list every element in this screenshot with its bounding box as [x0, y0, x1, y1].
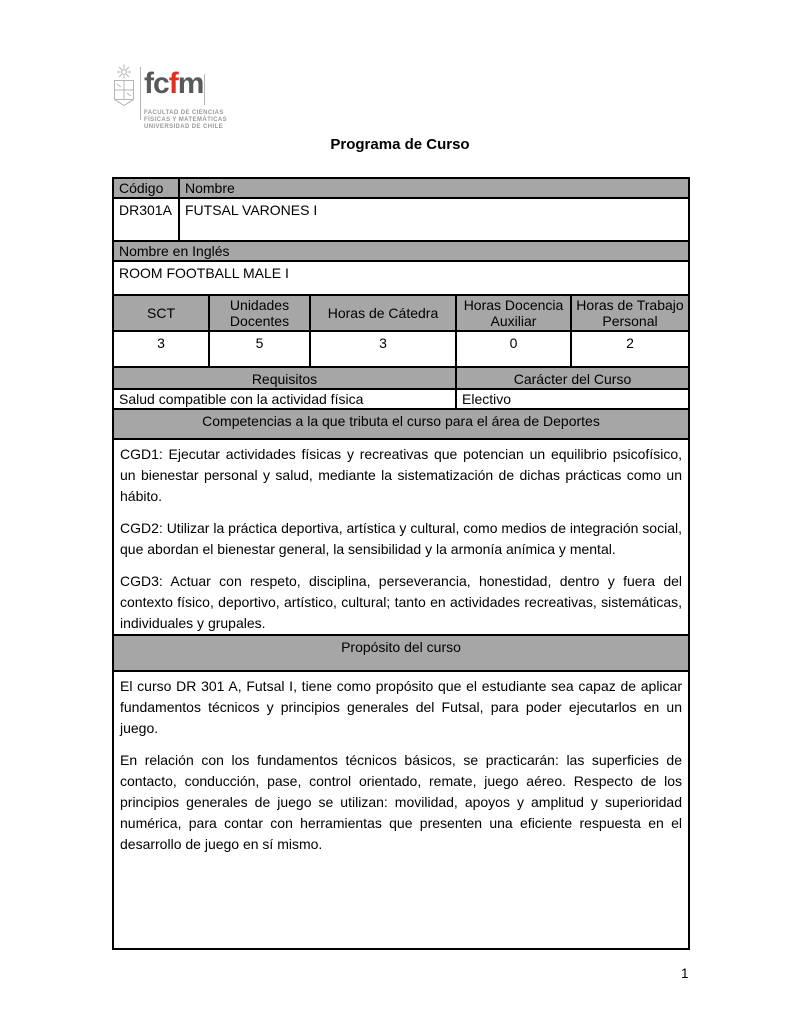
- sct-header-cell: SCT: [114, 296, 210, 332]
- table-row-code-name-header: [114, 179, 688, 199]
- fcfm-gray-fc: fc: [144, 67, 169, 100]
- table-row-english-name-value: [114, 262, 688, 296]
- table-row-requisitos-values: [114, 390, 688, 410]
- faculty-line-3: UNIVERSIDAD DE CHILE: [144, 124, 224, 130]
- proposito-paragraph-1: El curso DR 301 A, Futsal I, tiene como propósito que el estudiante sea capaz de aplicar fundamentos técnicos y principios generales del Futsal, para poder ejecutarlos en un juego.: [120, 678, 682, 736]
- horas-docencia-value-cell: 0: [457, 332, 572, 368]
- faculty-line-2: FÍSICAS Y MATEMÁTICAS: [144, 117, 228, 123]
- table-row-code-name-values: [114, 199, 688, 242]
- sct-value-cell: 3: [114, 332, 210, 368]
- university-crest-icon: [111, 64, 137, 108]
- proposito-body-cell: [114, 672, 688, 948]
- horas-trabajo-value-cell: 2: [572, 332, 688, 368]
- unidades-docentes-header-cell: Unidades Docentes: [210, 296, 311, 332]
- caracter-header-cell: Carácter del Curso: [457, 368, 688, 390]
- fcfm-red-f: f: [168, 67, 178, 100]
- horas-docencia-header-cell: Horas Docencia Auxiliar: [457, 296, 572, 332]
- requisitos-header-cell: Requisitos: [114, 368, 457, 390]
- competencias-header-cell: Competencias a la que tributa el curso para el área de Deportes: [114, 410, 688, 440]
- fcfm-wordmark: [144, 69, 203, 99]
- table-row-competencias-header: [114, 410, 688, 440]
- requisitos-value-cell: Salud compatible con la actividad física: [114, 390, 457, 410]
- table-row-competencias-body: [114, 440, 688, 636]
- nombre-ingles-header-cell: Nombre en Inglés: [114, 242, 688, 262]
- caracter-value-cell: Electivo: [457, 390, 688, 410]
- fcfm-logo: [111, 62, 231, 132]
- proposito-paragraph-2: En relación con los fundamentos técnicos básicos, se practicarán: las superficies de contacto, conducción, pase, control orientado, remate, juego aéreo. Respecto de los principios generales de juego se utilizan: movilidad, apoyos y amplitud y superioridad numérica, para contar con herramientas que presenten una eficiente respuesta en el desarrollo de juego en sí mismo.: [120, 752, 682, 852]
- competencia-cgd1: CGD1: Ejecutar actividades físicas y recreativas que potencian un equilibrio psicofísico, un bienestar personal y salud, mediante la sistematización de dichas prácticas como un hábito.: [120, 446, 682, 504]
- table-row-hours-values: [114, 332, 688, 368]
- nombre-value-cell: FUTSAL VARONES I: [180, 199, 688, 242]
- table-row-proposito-body: [114, 672, 688, 948]
- table-row-hours-header: [114, 296, 688, 332]
- proposito-header-cell: Propósito del curso: [114, 636, 688, 672]
- horas-catedra-header-cell: Horas de Cátedra: [311, 296, 457, 332]
- fcfm-gray-m: m: [177, 67, 204, 100]
- nombre-header-cell: Nombre: [180, 179, 688, 199]
- table-row-requisitos-header: [114, 368, 688, 390]
- horas-trabajo-header-cell: Horas de Trabajo Personal: [572, 296, 688, 332]
- logo-divider-line: [140, 67, 141, 120]
- table-row-proposito-header: [114, 636, 688, 672]
- competencia-cgd2: CGD2: Utilizar la práctica deportiva, artística y cultural, como medios de integración social, que abordan el bienestar general, la sensibilidad y la armonía anímica y mental.: [120, 520, 682, 557]
- document-title: Programa de Curso: [330, 136, 470, 153]
- page-number: 1: [681, 966, 689, 981]
- horas-catedra-value-cell: 3: [311, 332, 457, 368]
- table-row-english-name-header: [114, 242, 688, 262]
- competencia-cgd3: CGD3: Actuar con respeto, disciplina, perseverancia, honestidad, dentro y fuera del contexto físico, deportivo, artístico, cultural; tanto en actividades recreativas, sistemáticas, individuales y grupales.: [120, 573, 682, 631]
- codigo-value-cell: DR301A: [114, 199, 180, 242]
- codigo-header-cell: Código: [114, 179, 180, 199]
- competencias-body-cell: [114, 440, 688, 636]
- faculty-line-1: FACULTAD DE CIENCIAS: [144, 110, 224, 116]
- unidades-docentes-value-cell: 5: [210, 332, 311, 368]
- faculty-name-text: [144, 110, 228, 131]
- nombre-ingles-value-cell: ROOM FOOTBALL MALE I: [114, 262, 688, 296]
- course-program-table: [112, 177, 690, 950]
- logo-divider-line-right: [204, 74, 205, 105]
